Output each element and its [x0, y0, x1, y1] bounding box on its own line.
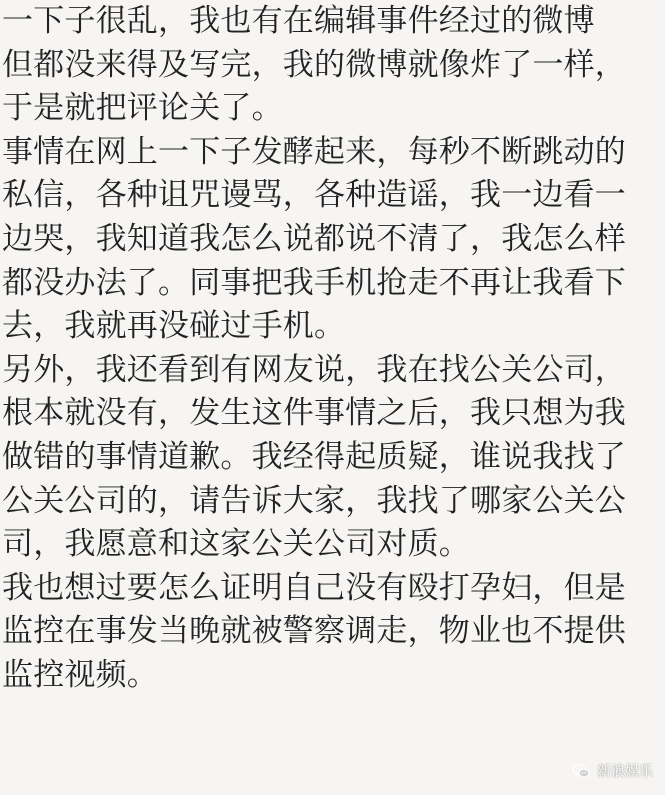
text-line: 但都没来得及写完，我的微博就像炸了一样， — [2, 46, 626, 83]
text-line: 司，我愿意和这家公关公司对质。 — [2, 526, 470, 563]
text-line: 监控视频。 — [2, 656, 158, 693]
text-line: 边哭，我知道我怎么说都说不清了，我怎么样 — [2, 220, 626, 257]
text-line: 私信，各种诅咒谩骂，各种造谣，我一边看一 — [2, 177, 626, 214]
text-line: 事情在网上一下子发酵起来，每秒不断跳动的 — [2, 133, 626, 170]
text-line: 做错的事情道歉。我经得起质疑，谁说我找了 — [2, 438, 626, 475]
text-line: 一下子很乱，我也有在编辑事件经过的微博 — [2, 3, 595, 39]
text-line: 根本就没有，发生这件事情之后，我只想为我 — [2, 395, 626, 432]
article-text — [2, 0, 662, 698]
text-line: 公关公司的，请告诉大家，我找了哪家公关公 — [2, 482, 626, 519]
text-line: 我也想过要怎么证明自己没有殴打孕妇，但是 — [2, 569, 626, 606]
text-line: 去，我就再没碰过手机。 — [2, 308, 346, 345]
watermark-text: 新浪娱乐 — [597, 764, 653, 780]
text-line: 于是就把评论关了。 — [2, 90, 283, 127]
wechat-icon — [571, 761, 591, 781]
text-line: 都没办法了。同事把我手机抢走不再让我看下 — [2, 264, 626, 301]
text-line: 另外，我还看到有网友说，我在找公关公司， — [2, 351, 626, 388]
text-line: 监控在事发当晚就被警察调走，物业也不提供 — [2, 613, 626, 650]
source-watermark — [571, 761, 653, 781]
